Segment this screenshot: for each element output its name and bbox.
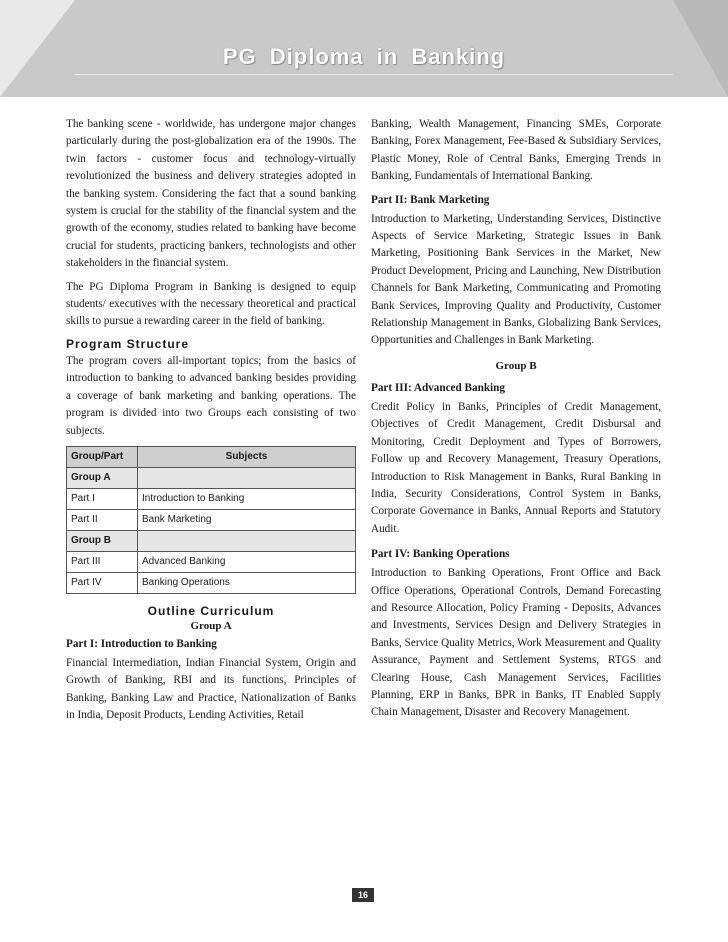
table-group-row [67, 467, 356, 488]
table-cell-subject: Bank Marketing [138, 509, 356, 530]
table-cell-part: Part III [67, 551, 138, 572]
program-structure-text: The program covers all-important topics; from the basics of introduction to banking to advanced banking besides providing a coverage of bank marketing and banking operations. The program is divided into two Groups each consisting of two subjects. [66, 354, 356, 437]
part1-heading: Part I: Introduction to Banking [66, 637, 217, 650]
table-header-row [67, 446, 356, 467]
page-title: PG Diploma in Banking [222, 44, 506, 69]
page-number: 16 [352, 888, 374, 902]
part2-heading: Part II: Bank Marketing [371, 193, 490, 206]
program-structure-heading: Program Structure [66, 336, 190, 351]
part4-text: Introduction to Banking Operations, Front Office and Back Office Operations, Operational Controls, Demand Forecasting and Resource Allocation, Policy Framing - Deposits, Advances and Investments, Services Design and Delivery Strategies in Banks, Service Quality Metrics, Work Measurement and Quality Assurance, Payment and Settlement Systems, RTGS and Clearing House, Cash Management Services, Facilities Planning, ERP in Banks, BPR in Banks, IT Enabled Supply Chain Management, Disaster and Recovery Management. [371, 567, 661, 719]
table-cell-subject: Banking Operations [138, 572, 356, 593]
table-group-b: Group B [67, 530, 138, 551]
table-cell-part: Part I [67, 488, 138, 509]
group-b-label: Group B [495, 359, 537, 372]
part4-heading: Part IV: Banking Operations [371, 548, 510, 561]
table-row [67, 509, 356, 530]
part1-text: Financial Intermediation, Indian Financial System, Origin and Growth of Banking, RBI and its functions, Principles of Banking, Banking Law and Practice, Nationalization of Banks in India, Deposit Products, Lending Activities, Retail [66, 656, 356, 722]
intro-paragraph-2: The PG Diploma Program in Banking is designed to equip students/ executives with the necessary theoretical and practical skills to pursue a rewarding career in the field of banking. [66, 280, 356, 328]
part2-text: Introduction to Marketing, Understanding Services, Distinctive Aspects of Service Marketing, Strategic Issues in Bank Marketing, Positioning Bank Services in the Market, New Product Development, Pricing and Launching, New Distribution Channels for Bank Marketing, Communicating and Promoting Bank Services, Improving Quality and Productivity, Customer Relationship Management in Banks, Globalizing Bank Services, Opportunities and Challenges in Bank Marketing. [371, 212, 661, 347]
table-row [67, 572, 356, 593]
table-cell-part: Part II [67, 509, 138, 530]
table-cell-part: Part IV [67, 572, 138, 593]
group-a-label: Group A [190, 619, 232, 632]
table-row [67, 488, 356, 509]
part3-text: Credit Policy in Banks, Principles of Credit Management, Objectives of Credit Management, Credit Disbursal and Monitoring, Credit Deployment and Types of Borrowers, Follow up and Recovery Management, Treasury Operations, Introduction to Risk Management in Banks, Rural Banking in India, Security Considerations, Control System in Banks, Corporate Governance in Banks, Annual Reports and Statutory Audit. [371, 400, 661, 535]
table-row [67, 551, 356, 572]
table-group-row [67, 530, 356, 551]
table-group-a: Group A [67, 467, 138, 488]
table-cell-subject: Introduction to Banking [138, 488, 356, 509]
table-header-group-part: Group/Part [67, 446, 138, 467]
right-column [371, 116, 661, 722]
table-cell-subject: Advanced Banking [138, 551, 356, 572]
part3-heading: Part III: Advanced Banking [371, 381, 505, 394]
banner-rule [75, 74, 673, 75]
intro-paragraph-1: The banking scene - worldwide, has undergone major changes particularly during the post-globalization era of the 1990s. The twin factors - customer focus and technology-virtually revolutionized the business and delivery strategies adopted in the banking system. Considering the fact that a sound banking system is crucial for the stability of the financial system and the growth of the economy, studies related to banking have become crucial for students, practicing bankers, technologists and other stakeholders in the financial system. [66, 118, 356, 270]
program-structure-table [66, 446, 356, 594]
left-column [66, 116, 356, 725]
outline-curriculum-heading: Outline Curriculum [147, 603, 275, 618]
part1-text-continued: Banking, Wealth Management, Financing SMEs, Corporate Banking, Forex Management, Fee-Based & Subsidiary Services, Plastic Money, Role of Central Banks, Emerging Trends in Banking, Fundamentals of International Banking. [371, 118, 661, 183]
table-header-subjects: Subjects [138, 446, 356, 467]
